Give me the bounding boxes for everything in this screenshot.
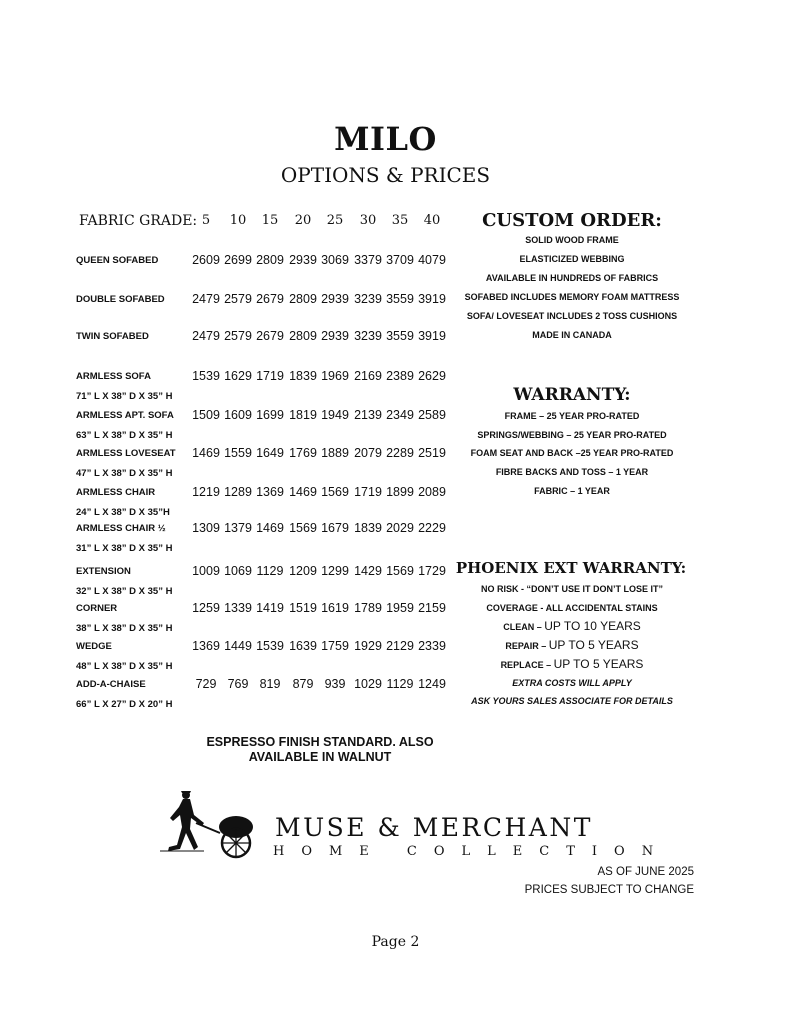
phoenix-line: COVERAGE - ALL ACCIDENTAL STAINS: [486, 603, 658, 613]
repair-value: UP TO 5 YEARS: [548, 638, 639, 652]
price-cell: 1769: [289, 446, 317, 460]
clean-label: CLEAN –: [503, 622, 542, 632]
grade-header: 15: [261, 213, 279, 228]
price-cell: 2809: [289, 292, 317, 306]
price-cell: 2389: [386, 369, 414, 383]
price-cell: 2699: [224, 253, 252, 267]
phoenix-line: NO RISK - “DON’T USE IT DON’T LOSE IT”: [480, 584, 663, 594]
price-cell: 1889: [321, 446, 349, 460]
price-cell: 1729: [418, 564, 446, 578]
price-cell: 1129: [256, 564, 284, 578]
product-name: EXTENSION: [76, 566, 131, 577]
grade-header: 20: [294, 213, 312, 228]
product-dimensions: 71” L X 38” D X 35” H: [76, 391, 173, 402]
price-cell: 1629: [224, 369, 252, 383]
price-cell: 1679: [321, 521, 349, 535]
grade-header: 30: [359, 213, 377, 228]
price-cell: 3559: [386, 329, 414, 343]
product-name: QUEEN SOFABED: [76, 255, 159, 266]
price-cell: 729: [195, 677, 217, 691]
price-cell: 3559: [386, 292, 414, 306]
warranty-item: FRAME – 25 YEAR PRO-RATED: [504, 411, 640, 421]
custom-order-item: MADE IN CANADA: [532, 330, 612, 340]
price-cell: 1639: [289, 639, 317, 653]
price-cell: 1569: [289, 521, 317, 535]
price-cell: 1619: [321, 601, 349, 615]
price-cell: 1469: [289, 485, 317, 499]
product-name: ARMLESS SOFA: [76, 371, 151, 382]
price-cell: 1969: [321, 369, 349, 383]
price-cell: 1339: [224, 601, 252, 615]
price-cell: 1069: [224, 564, 252, 578]
custom-order-heading: CUSTOM ORDER:: [482, 210, 662, 231]
finish-note-line: AVAILABLE IN WALNUT: [248, 750, 392, 764]
product-name: ARMLESS APT. SOFA: [76, 410, 174, 421]
brand-name: MUSE & MERCHANT: [275, 813, 593, 842]
price-cell: 879: [292, 677, 314, 691]
grade-header: 40: [423, 213, 441, 228]
price-cell: 1429: [354, 564, 382, 578]
price-cell: 1569: [321, 485, 349, 499]
price-cell: 2079: [354, 446, 382, 460]
price-cell: 2479: [192, 292, 220, 306]
custom-order-item: SOLID WOOD FRAME: [525, 235, 619, 245]
price-cell: 2139: [354, 408, 382, 422]
price-cell: 1569: [386, 564, 414, 578]
price-cell: 2349: [386, 408, 414, 422]
price-cell: 1519: [289, 601, 317, 615]
product-dimensions: 32” L X 38” D X 35” H: [76, 586, 173, 597]
product-dimensions: 31” L X 38” D X 35” H: [76, 543, 173, 554]
price-cell: 819: [259, 677, 281, 691]
warranty-item: FOAM SEAT AND BACK –25 YEAR PRO-RATED: [470, 448, 674, 458]
finish-note-line: ESPRESSO FINISH STANDARD. ALSO: [206, 735, 434, 749]
custom-order-item: SOFABED INCLUDES MEMORY FOAM MATTRESS: [464, 292, 680, 302]
prices-subject-note: PRICES SUBJECT TO CHANGE: [524, 884, 694, 896]
grade-header: 25: [326, 213, 344, 228]
price-cell: 1309: [192, 521, 220, 535]
price-cell: 2519: [418, 446, 446, 460]
price-cell: 1259: [192, 601, 220, 615]
product-name: ARMLESS LOVESEAT: [76, 448, 176, 459]
price-cell: 2939: [289, 253, 317, 267]
price-cell: 3709: [386, 253, 414, 267]
price-cell: 1209: [289, 564, 317, 578]
price-cell: 2579: [224, 292, 252, 306]
price-cell: 1559: [224, 446, 252, 460]
page-number: Page 2: [371, 934, 420, 950]
price-cell: 2609: [192, 253, 220, 267]
warranty-heading: WARRANTY:: [513, 385, 631, 405]
price-cell: 1379: [224, 521, 252, 535]
price-cell: 1959: [386, 601, 414, 615]
price-cell: 2809: [256, 253, 284, 267]
price-cell: 2809: [289, 329, 317, 343]
price-cell: 1469: [256, 521, 284, 535]
price-cell: 2159: [418, 601, 446, 615]
phoenix-replace: [457, 657, 687, 671]
price-cell: 1369: [192, 639, 220, 653]
price-cell: 4079: [418, 253, 446, 267]
price-cell: 1759: [321, 639, 349, 653]
price-cell: 2589: [418, 408, 446, 422]
page-title: MILO: [334, 120, 437, 158]
custom-order-item: AVAILABLE IN HUNDREDS OF FABRICS: [485, 273, 659, 283]
page-subtitle: OPTIONS & PRICES: [280, 163, 491, 187]
price-cell: 2579: [224, 329, 252, 343]
product-name: WEDGE: [76, 641, 112, 652]
price-cell: 2169: [354, 369, 382, 383]
price-cell: 1369: [256, 485, 284, 499]
price-cell: 1539: [192, 369, 220, 383]
phoenix-clean: [457, 619, 687, 633]
replace-value: UP TO 5 YEARS: [553, 657, 644, 671]
price-cell: 2089: [418, 485, 446, 499]
price-cell: 1699: [256, 408, 284, 422]
price-cell: 1839: [289, 369, 317, 383]
price-cell: 2029: [386, 521, 414, 535]
price-cell: 2939: [321, 292, 349, 306]
repair-label: REPAIR –: [505, 641, 547, 651]
price-cell: 1419: [256, 601, 284, 615]
product-name: ADD-A-CHAISE: [76, 679, 146, 690]
product-name: CORNER: [76, 603, 118, 614]
price-cell: 1839: [354, 521, 382, 535]
custom-order-item: SOFA/ LOVESEAT INCLUDES 2 TOSS CUSHIONS: [466, 311, 678, 321]
price-cell: 2679: [256, 292, 284, 306]
grade-header: 35: [391, 213, 409, 228]
price-cell: 3069: [321, 253, 349, 267]
price-cell: 1509: [192, 408, 220, 422]
price-cell: 3379: [354, 253, 382, 267]
phoenix-ask: ASK YOURS SALES ASSOCIATE FOR DETAILS: [471, 696, 673, 706]
product-name: DOUBLE SOFABED: [76, 294, 165, 305]
price-cell: 1719: [354, 485, 382, 499]
product-name: ARMLESS CHAIR: [76, 487, 156, 498]
product-dimensions: 38” L X 38” D X 35” H: [76, 623, 173, 634]
product-dimensions: 63” L X 38” D X 35” H: [76, 430, 173, 441]
cart-man-icon: [160, 785, 280, 865]
warranty-item: SPRINGS/WEBBING – 25 YEAR PRO-RATED: [477, 430, 667, 440]
price-cell: 3239: [354, 329, 382, 343]
product-dimensions: 47” L X 38” D X 35” H: [76, 468, 173, 479]
price-cell: 1009: [192, 564, 220, 578]
finish-note: [180, 735, 460, 765]
fabric-grade-label: FABRIC GRADE:: [79, 213, 198, 229]
warranty-item: FIBRE BACKS AND TOSS – 1 YEAR: [495, 467, 649, 477]
replace-label: REPLACE –: [500, 660, 552, 670]
price-cell: 1249: [418, 677, 446, 691]
product-name: ARMLESS CHAIR ½: [76, 523, 166, 534]
product-dimensions: 24” L X 38” D X 35”H: [76, 507, 170, 518]
price-cell: 2479: [192, 329, 220, 343]
price-cell: 939: [324, 677, 346, 691]
price-cell: 1299: [321, 564, 349, 578]
phoenix-repair: [457, 638, 687, 652]
product-dimensions: 48” L X 38” D X 35” H: [76, 661, 173, 672]
brand-subtitle: HOME COLLECTION: [273, 844, 671, 859]
product-dimensions: 66” L X 27” D X 20” H: [76, 699, 173, 710]
price-cell: 3919: [418, 292, 446, 306]
clean-value: UP TO 10 YEARS: [544, 619, 641, 633]
price-cell: 1789: [354, 601, 382, 615]
price-cell: 1449: [224, 639, 252, 653]
price-cell: 1899: [386, 485, 414, 499]
price-cell: 2129: [386, 639, 414, 653]
price-cell: 2679: [256, 329, 284, 343]
price-cell: 1289: [224, 485, 252, 499]
price-cell: 1469: [192, 446, 220, 460]
price-cell: 2339: [418, 639, 446, 653]
price-cell: 2229: [418, 521, 446, 535]
grade-header: 10: [229, 213, 247, 228]
price-cell: 2629: [418, 369, 446, 383]
phoenix-heading: PHOENIX EXT WARRANTY:: [455, 559, 687, 577]
grade-header: 5: [201, 213, 211, 228]
price-cell: 1929: [354, 639, 382, 653]
price-cell: 1029: [354, 677, 382, 691]
price-cell: 1609: [224, 408, 252, 422]
as-of-date: AS OF JUNE 2025: [597, 866, 694, 878]
phoenix-extra: EXTRA COSTS WILL APPLY: [512, 678, 632, 688]
price-cell: 1539: [256, 639, 284, 653]
price-cell: 1219: [192, 485, 220, 499]
price-cell: 1819: [289, 408, 317, 422]
price-cell: 3239: [354, 292, 382, 306]
price-cell: 1649: [256, 446, 284, 460]
custom-order-item: ELASTICIZED WEBBING: [519, 254, 625, 264]
price-cell: 1719: [256, 369, 284, 383]
price-cell: 769: [227, 677, 249, 691]
price-cell: 1949: [321, 408, 349, 422]
warranty-item: FABRIC – 1 YEAR: [534, 486, 610, 496]
price-cell: 3919: [418, 329, 446, 343]
price-cell: 2939: [321, 329, 349, 343]
price-cell: 1129: [386, 677, 414, 691]
product-name: TWIN SOFABED: [76, 331, 149, 342]
price-cell: 2289: [386, 446, 414, 460]
